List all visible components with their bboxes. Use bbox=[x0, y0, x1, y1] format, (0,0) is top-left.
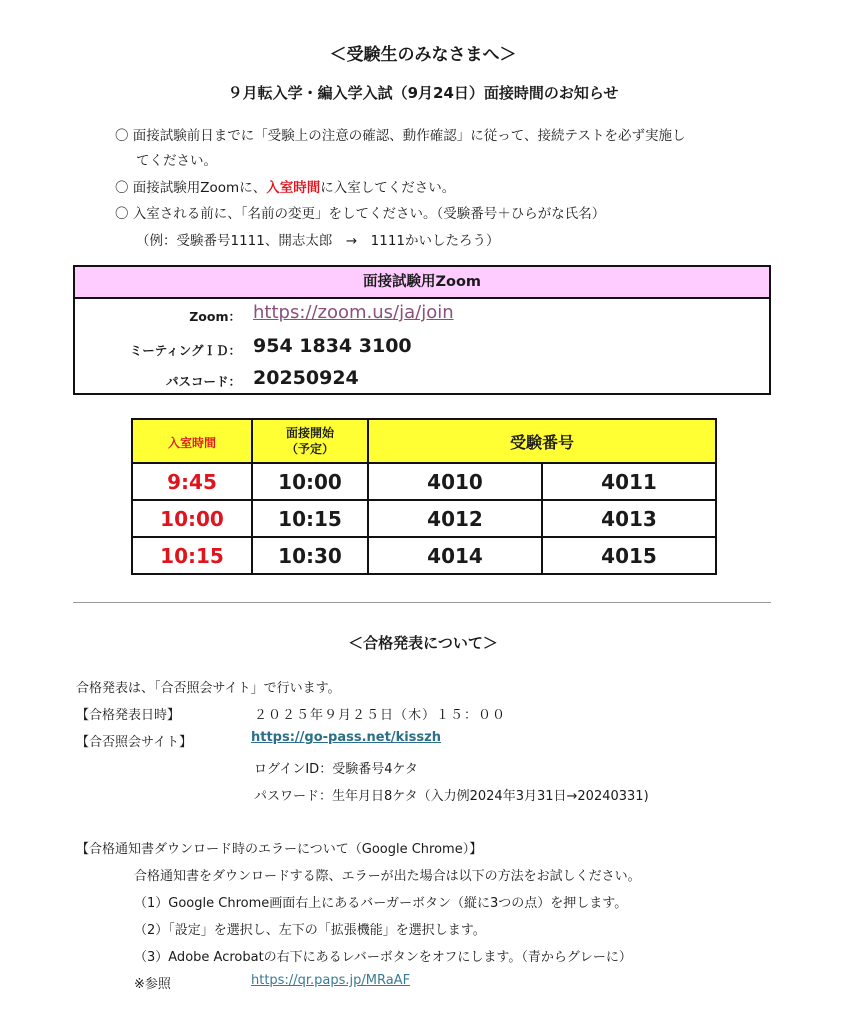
reference-label: ※参照 bbox=[134, 977, 171, 992]
schedule-row bbox=[132, 463, 716, 500]
start-time-header bbox=[252, 419, 368, 463]
zoom-url-wrap bbox=[253, 301, 454, 323]
results-password: パスワード：生年月日8ケタ（入力例2024年3月31日→20240331) bbox=[254, 789, 649, 804]
section-divider bbox=[73, 602, 771, 603]
entry-time-header-text: 入室時間 bbox=[167, 435, 216, 450]
error-intro: 合格通知書をダウンロードする際、エラーが出た場合は以下の方法をお試しください。 bbox=[134, 869, 641, 884]
error-step-1: （1）Google Chrome画面右上にあるバーガーボタン（縦に3つの点）を押します。 bbox=[134, 896, 628, 911]
start-time-header-line1: 面接開始 bbox=[285, 426, 334, 440]
note-3: 〇 入室される前に、「名前の変更」をしてください。（受験番号＋ひらがな氏名） bbox=[115, 206, 606, 222]
note-2-pre: 〇 面接試験用Zoomに、 bbox=[115, 180, 267, 196]
zoom-box-header: 面接試験用Zoom bbox=[75, 267, 769, 299]
results-login-id: ログインID：受験番号4ケタ bbox=[254, 762, 418, 777]
page-subtitle: ９月転入学・編入学入試（9月24日）面接時間のお知らせ bbox=[227, 84, 619, 102]
entry-time-header bbox=[132, 419, 252, 463]
error-section-title: 【合格通知書ダウンロード時のエラーについて（Google Chrome）】 bbox=[76, 842, 483, 857]
note-1-line2: てください。 bbox=[136, 153, 217, 169]
results-site-label: 【合否照会サイト】 bbox=[76, 735, 193, 750]
results-date-label: 【合格発表日時】 bbox=[76, 708, 181, 723]
zoom-url-link[interactable]: https://zoom.us/ja/join bbox=[253, 302, 454, 323]
results-date-value: ２０２５年９月２５日（木）１５：００ bbox=[254, 708, 507, 723]
zoom-label: Zoom： bbox=[189, 309, 241, 324]
schedule-row bbox=[132, 537, 716, 574]
reference-link[interactable]: https://qr.paps.jp/MRaAF bbox=[251, 973, 411, 988]
exam-number-header: 受験番号 bbox=[368, 419, 716, 463]
note-2 bbox=[115, 176, 455, 196]
entry-time-cell: 10:15 bbox=[132, 537, 252, 574]
results-section-title: ＜合格発表について＞ bbox=[348, 634, 498, 652]
results-site-link[interactable]: https://go-pass.net/kisszh bbox=[251, 730, 441, 745]
note-3-example: （例：受験番号1111、開志太郎 → 1111かいしたろう） bbox=[136, 233, 500, 249]
schedule-row bbox=[132, 500, 716, 537]
zoom-info-box bbox=[73, 265, 771, 395]
start-time-cell: 10:30 bbox=[252, 537, 368, 574]
note-2-post: に入室してください。 bbox=[320, 180, 456, 196]
error-step-3: （3）Adobe Acrobatの右下にあるレバーボタンをオフにします。（青からグレーに） bbox=[134, 950, 632, 965]
start-time-header-line2: （予定） bbox=[285, 442, 334, 456]
exam-number-cell: 4013 bbox=[542, 500, 716, 537]
exam-number-cell: 4015 bbox=[542, 537, 716, 574]
reference-wrap bbox=[251, 973, 410, 988]
exam-number-cell: 4012 bbox=[368, 500, 542, 537]
meeting-id-label: ミーティングＩＤ： bbox=[129, 343, 241, 358]
page-title: ＜受験生のみなさまへ＞ bbox=[329, 45, 517, 65]
note-2-emphasis: 入室時間 bbox=[266, 180, 321, 196]
error-step-2: （2）「設定」を選択し、左下の「拡張機能」を選択します。 bbox=[134, 923, 486, 938]
passcode-label: パスコード： bbox=[165, 374, 241, 389]
note-1-line1: 〇 面接試験前日までに「受験上の注意の確認、動作確認」に従って、接続テストを必ず実施し bbox=[115, 128, 686, 144]
exam-number-cell: 4014 bbox=[368, 537, 542, 574]
start-time-cell: 10:00 bbox=[252, 463, 368, 500]
results-site-wrap bbox=[251, 730, 441, 745]
entry-time-cell: 10:00 bbox=[132, 500, 252, 537]
meeting-id-value: 954 1834 3100 bbox=[253, 335, 412, 357]
results-intro: 合格発表は、「合否照会サイト」で行います。 bbox=[76, 681, 341, 696]
start-time-cell: 10:15 bbox=[252, 500, 368, 537]
entry-time-cell: 9:45 bbox=[132, 463, 252, 500]
exam-number-cell: 4010 bbox=[368, 463, 542, 500]
exam-number-cell: 4011 bbox=[542, 463, 716, 500]
schedule-table bbox=[131, 418, 717, 575]
schedule-header-row bbox=[132, 419, 716, 463]
passcode-value: 20250924 bbox=[253, 367, 359, 389]
